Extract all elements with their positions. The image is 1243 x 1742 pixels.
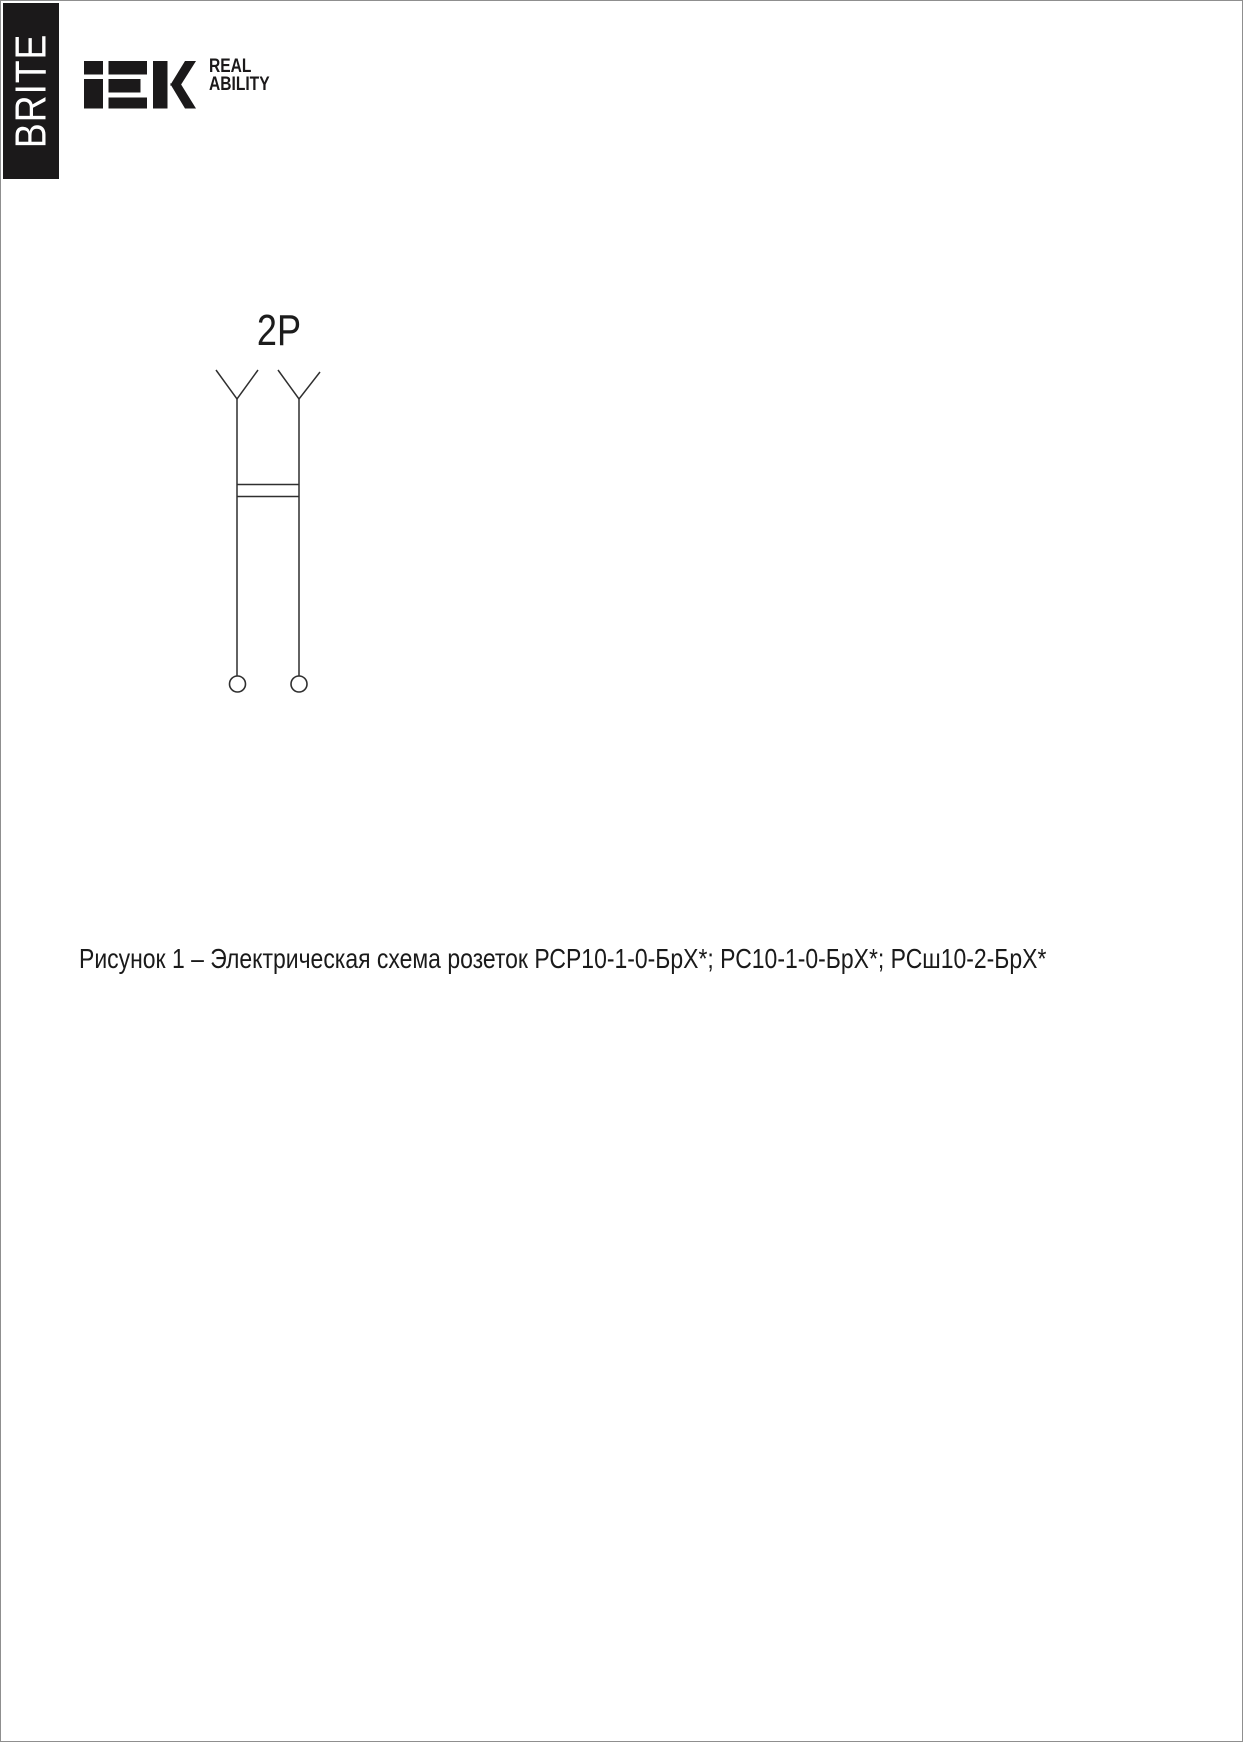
series-tab-label: BRITE: [6, 33, 56, 149]
left-terminal-circle: [230, 676, 246, 692]
iek-logo-glyphs: [84, 61, 196, 109]
logo-tagline: [209, 58, 270, 93]
logo-tagline-line2: ABILITY: [209, 73, 270, 95]
logo-k-upper-arm: [170, 61, 196, 86]
logo-e-bottom-bar: [109, 98, 148, 109]
socket-schematic-diagram: [201, 351, 331, 711]
logo-k-lower-leg: [170, 84, 196, 109]
right-terminal-circle: [291, 676, 307, 692]
logo-i-stem: [84, 79, 103, 109]
logo-e-top-bar: [109, 61, 148, 75]
logo-i-dot: [84, 61, 103, 75]
schematic-lines: [216, 370, 320, 692]
iek-logo: [84, 58, 196, 110]
right-contact-fork: [278, 370, 320, 399]
left-contact-fork: [216, 370, 258, 399]
figure-caption: Рисунок 1 – Электрическая схема розеток РСР10-1-0-БрХ*; РС10-1-0-БрХ*; РСш10-2-БрХ*: [79, 943, 1047, 974]
logo-e-middle-bar: [109, 79, 141, 93]
series-tab: [3, 3, 59, 179]
logo-k-stem: [153, 61, 168, 109]
schematic-pole-label: 2P: [256, 306, 302, 355]
logo-tagline-line1: REAL: [209, 56, 252, 77]
